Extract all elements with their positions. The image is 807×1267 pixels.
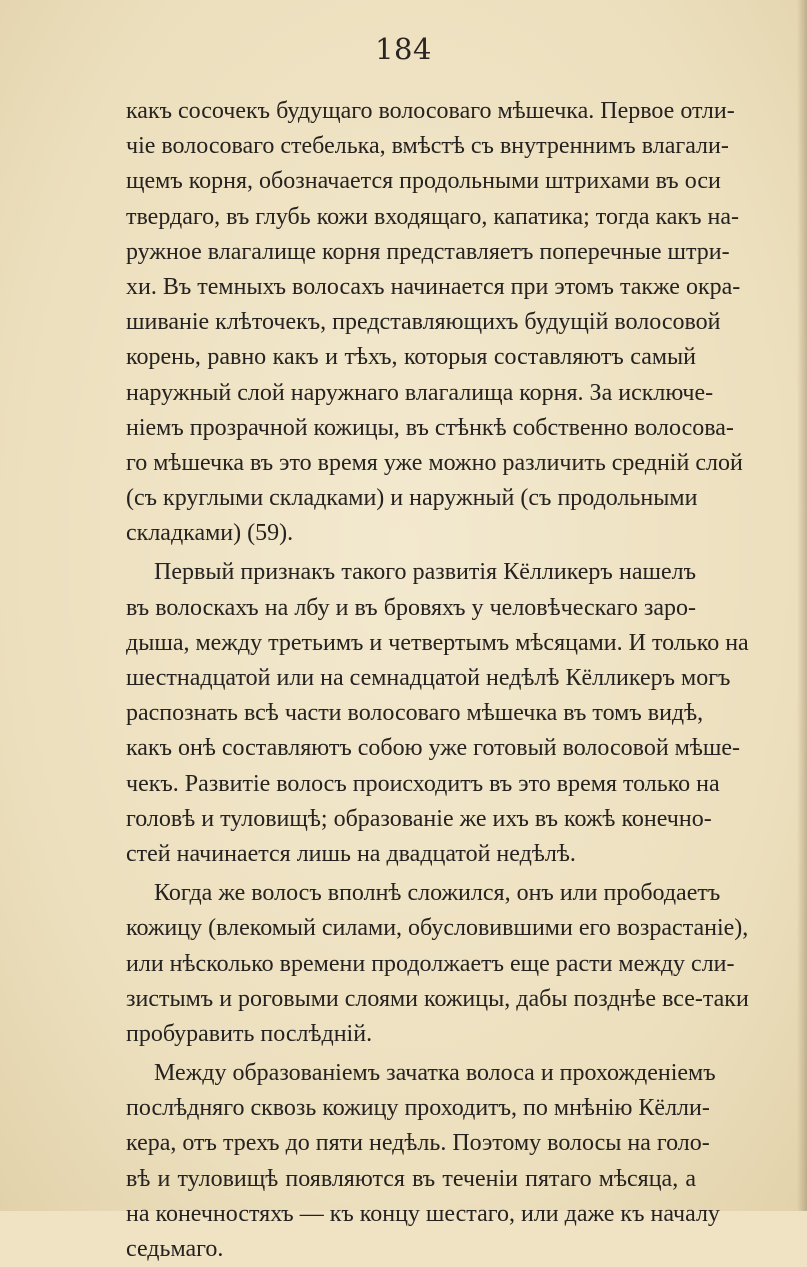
text-line: стей начинается лишь на двадцатой недѣлѣ. [126,840,576,867]
text-line: хи. Въ темныхъ волосахъ начинается при этомъ также окра- [126,273,741,300]
text-line: кожицу (влекомый силами, обусловившими его возрастаніе), [126,915,749,942]
text-line: шестнадцатой или на семнадцатой недѣлѣ Кёлликеръ могъ [126,665,731,691]
text-line: наружный слой наружнаго влагалища корня. За исключе- [126,379,714,406]
text-line: го мѣшечка въ это время уже можно различить средній слой [126,449,743,476]
text-line: чекъ. Развитіе волосъ происходитъ въ это время только на [126,770,720,797]
text-line: ружное влагалище корня представляетъ поперечные штри- [126,238,730,265]
text-line: твердаго, въ глубь кожи входящаго, капатика; тогда какъ на- [126,203,739,230]
paragraph-1 [126,94,743,551]
body-text [126,94,749,1267]
text-line: пробуравить послѣдній. [126,1020,373,1047]
text-line: ніемъ прозрачной кожицы, въ стѣнкѣ собственно волосова- [126,414,734,441]
text-line: какъ сосочекъ будущаго волосоваго мѣшечка. Первое отли- [126,98,735,124]
text-line: вѣ и туловищѣ появляются въ теченіи пятаго мѣсяца, а [126,1165,696,1192]
text-line: Первый признакъ такого развитія Кёлликеръ нашелъ [154,559,696,586]
page-edge-shadow [797,0,807,1211]
text-line: какъ онѣ составляютъ собою уже готовый волосовой мѣше- [126,735,741,762]
text-line: головѣ и туловищѣ; образованіе же ихъ въ кожѣ конечно- [126,805,712,832]
paragraph-3 [126,876,749,1052]
paragraph-4 [126,1056,720,1267]
text-line: Когда же волосъ вполнѣ сложился, онъ или прободаетъ [154,880,721,907]
text-line: въ волоскахъ на лбу и въ бровяхъ у человѣческаго заро- [126,594,696,621]
text-line: складками) (59). [126,520,294,547]
text-line: зистымъ и роговыми слоями кожицы, дабы позднѣе все-таки [126,985,749,1012]
text-line: корень, равно какъ и тѣхъ, которыя составляютъ самый [126,344,696,371]
text-line: или нѣсколько времени продолжаетъ еще расти между сли- [126,950,735,977]
text-line: Между образованіемъ зачатка волоса и прохожденіемъ [154,1060,716,1087]
text-line: на конечностяхъ — къ концу шестаго, или даже къ началу [126,1200,720,1227]
text-line: дыша, между третьимъ и четвертымъ мѣсяцами. И только на [126,629,749,656]
text-line: седьмаго. [126,1236,224,1262]
text-line: распознать всѣ части волосоваго мѣшечка въ томъ видѣ, [126,700,704,727]
text-line: щемъ корня, обозначается продольными штрихами въ оси [126,168,721,195]
text-line: чіе волосоваго стебелька, вмѣстѣ съ внутреннимъ влагали- [126,133,729,160]
text-line: послѣдняго сквозь кожицу проходитъ, по мнѣнію Кёлли- [126,1095,710,1122]
text-line: кера, отъ трехъ до пяти недѣль. Поэтому волосы на голо- [126,1130,710,1157]
text-line: шиваніе клѣточекъ, представляющихъ будущій волосовой [126,309,721,336]
text-line: (съ круглыми складками) и наружный (съ продольными [126,485,698,512]
page-number: 184 [375,32,432,66]
paragraph-2 [126,555,749,872]
